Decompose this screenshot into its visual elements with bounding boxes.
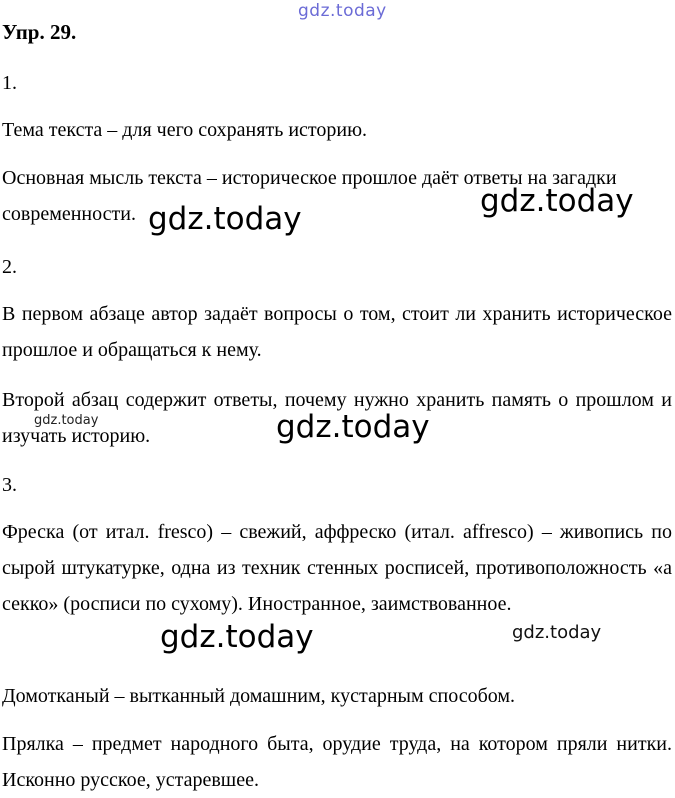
watermark: gdz.today: [34, 413, 99, 428]
exercise-title: Упр. 29.: [2, 20, 77, 44]
section-number: 2.: [2, 256, 17, 278]
paragraph-pryalka: Прялка – предмет народного быта, орудие труда, на котором пряли нитки. Исконно русское, устаревшее.: [2, 733, 672, 791]
paragraph-freska: Фреска (от итал. fresco) – свежий, аффреско (итал. affresco) – живопись по сырой штукатурке, одна из техник стенных росписей, противоположность «а секко» (росписи по сухому). Иностранное, заимствованное.: [2, 521, 672, 615]
watermark: gdz.today: [160, 619, 314, 655]
paragraph-main-idea: Основная мысль текста – историческое прошлое даёт ответы на загадки современности.: [2, 167, 617, 225]
watermark: gdz.today: [148, 201, 302, 237]
section-number: 3.: [2, 474, 17, 496]
paragraph-domotkany: Домотканый – вытканный домашним, кустарным способом.: [2, 685, 516, 707]
watermark: gdz.today: [276, 409, 430, 445]
watermark: gdz.today: [480, 183, 634, 219]
watermark-top: gdz.today: [298, 1, 387, 21]
section-number: 1.: [2, 72, 17, 94]
paragraph-second-abzac: Второй абзац содержит ответы, почему нужно хранить память о прошлом и изучать историю.: [2, 389, 672, 447]
paragraph-first-abzac: В первом абзаце автор задаёт вопросы о том, стоит ли хранить историческое прошлое и обращаться к нему.: [2, 303, 672, 361]
watermark: gdz.today: [512, 622, 602, 643]
paragraph-topic: Тема текста – для чего сохранять историю.: [2, 119, 368, 141]
